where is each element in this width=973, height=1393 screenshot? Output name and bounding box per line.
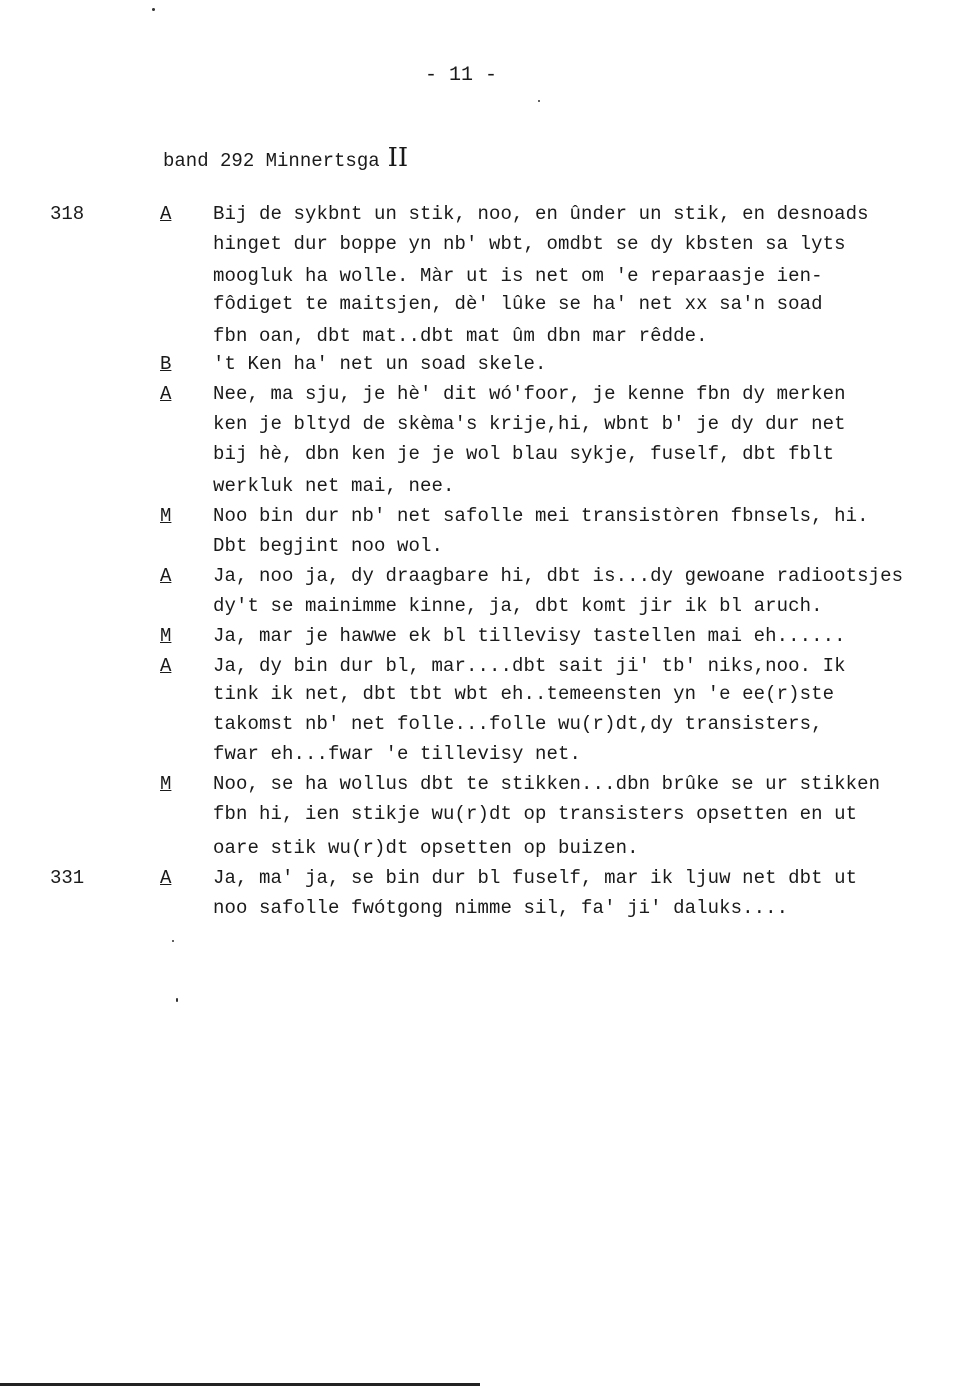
scan-speck [172,940,174,942]
dialogue-line: Dbt begjint noo wol. [213,535,444,557]
dialogue-line: Ja, mar je hawwe ek bl tillevisy tastellen mai eh...... [213,625,846,647]
dialogue-line: fwar eh...fwar 'e tillevisy net. [213,743,582,765]
speaker-label: M [160,505,172,527]
dialogue-line: tink ik net, dbt tbt wbt eh..temeensten yn 'e ee(r)ste [213,683,835,705]
speaker-label: A [160,383,172,405]
speaker-label: A [160,867,172,889]
scan-speck [152,8,155,11]
dialogue-line: Ja, dy bin dur bl, mar....dbt sait ji' tb' niks,noo. Ik [213,655,846,677]
scan-speck [176,998,178,1002]
band-roman-numeral: II [387,143,409,173]
dialogue-line: bij hè, dbn ken je je wol blau sykje, fuself, dbt fblt [213,443,835,465]
speaker-label: A [160,203,172,225]
dialogue-line: 't Ken ha' net un soad skele. [213,353,547,375]
scan-speck [538,100,540,102]
speaker-label: B [160,353,172,375]
dialogue-line: Bij de sykbnt un stik, noo, en ûnder un stik, en desnoads [213,203,869,225]
dialogue-line: ken je bltyd de skèma's krije,hi, wbnt b' je dy dur net [213,413,846,435]
dialogue-line: hinget dur boppe yn nb' wbt, omdbt se dy kbsten sa lyts [213,233,846,255]
dialogue-line: fbn oan, dbt mat..dbt mat ûm dbn mar rêdde. [213,325,708,347]
speaker-label: M [160,773,172,795]
dialogue-line: werkluk net mai, nee. [213,475,455,497]
dialogue-line: dy't se mainimme kinne, ja, dbt komt jir ik bl aruch. [213,595,823,617]
dialogue-line: fbn hi, ien stikje wu(r)dt op transisters opsetten en ut [213,803,858,825]
dialogue-line: Ja, ma' ja, se bin dur bl fuself, mar ik ljuw net dbt ut [213,867,858,889]
dialogue-line: Noo, se ha wollus dbt te stikken...dbn brûke se ur stikken [213,773,881,795]
band-label: band 292 Minnertsga [163,150,380,172]
page-number: - 11 - [425,64,498,87]
speaker-label: M [160,625,172,647]
dialogue-line: takomst nb' net folle...folle wu(r)dt,dy transisters, [213,713,823,735]
line-number: 318 [50,203,85,225]
dialogue-line: noo safolle fwótgong nimme sil, fa' ji' daluks.... [213,897,789,919]
speaker-label: A [160,565,172,587]
dialogue-line: Nee, ma sju, je hè' dit wó'foor, je kenne fbn dy merken [213,383,846,405]
dialogue-line: fôdiget te maitsjen, dè' lûke se ha' net xx sa'n soad [213,293,823,315]
bottom-rule [0,1383,480,1386]
dialogue-line: oare stik wu(r)dt opsetten op buizen. [213,837,639,859]
dialogue-line: Noo bin dur nb' net safolle mei transistòren fbnsels, hi. [213,505,869,527]
dialogue-line: moogluk ha wolle. Màr ut is net om 'e reparaasje ien- [213,265,823,287]
line-number: 331 [50,867,85,889]
speaker-label: A [160,655,172,677]
dialogue-line: Ja, noo ja, dy draagbare hi, dbt is...dy gewoane radiootsjes [213,565,904,587]
